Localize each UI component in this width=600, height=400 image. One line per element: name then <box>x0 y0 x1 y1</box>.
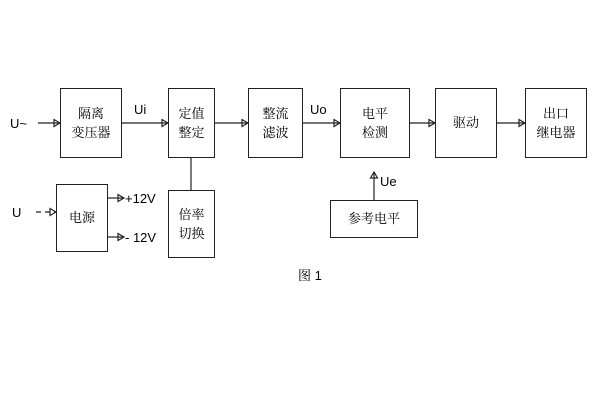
figure-caption: 图 1 <box>298 268 322 283</box>
block-level-detection <box>340 88 410 158</box>
block-power-supply <box>56 184 108 252</box>
block-rectify-filter <box>248 88 303 158</box>
block-level-detection-line-2: 检测 <box>361 125 388 140</box>
block-fixed-value-setting-line-1: 定值 <box>178 105 205 121</box>
block-fixed-value-setting-line-2: 整定 <box>178 125 205 140</box>
block-reference-level <box>330 200 418 238</box>
block-rectify-filter-line-1: 整流 <box>262 105 289 121</box>
label-input-u-ac: U~ <box>10 116 27 131</box>
block-multiplier-switch-line-2: 切换 <box>178 226 205 241</box>
label-signal-uo: Uo <box>310 102 327 117</box>
block-isolation-transformer-line-1: 隔离 <box>77 105 104 121</box>
label-input-u-dc: U <box>12 205 22 220</box>
block-drive <box>435 88 497 158</box>
block-reference-level-line-1: 参考电平 <box>347 211 400 227</box>
block-multiplier-switch-line-1: 倍率 <box>178 206 205 222</box>
block-isolation-transformer-line-2: 变压器 <box>71 125 111 140</box>
block-output-relay-line-1: 出口 <box>542 105 569 121</box>
label-signal-ue: Ue <box>380 174 397 189</box>
block-output-relay-line-2: 继电器 <box>536 125 576 140</box>
block-rectify-filter-line-2: 滤波 <box>262 125 289 140</box>
label-signal-ui: Ui <box>134 102 147 117</box>
block-level-detection-line-1: 电平 <box>361 105 388 121</box>
block-output-relay <box>525 88 587 158</box>
block-drive-line-1: 驱动 <box>452 115 479 131</box>
block-fixed-value-setting <box>168 88 215 158</box>
block-power-supply-line-1: 电源 <box>68 210 95 226</box>
block-multiplier-switch <box>168 190 215 258</box>
block-isolation-transformer <box>60 88 122 158</box>
label-supply-plus-12v: +12V <box>125 191 156 206</box>
label-supply-minus-12v: - 12V <box>125 230 157 245</box>
